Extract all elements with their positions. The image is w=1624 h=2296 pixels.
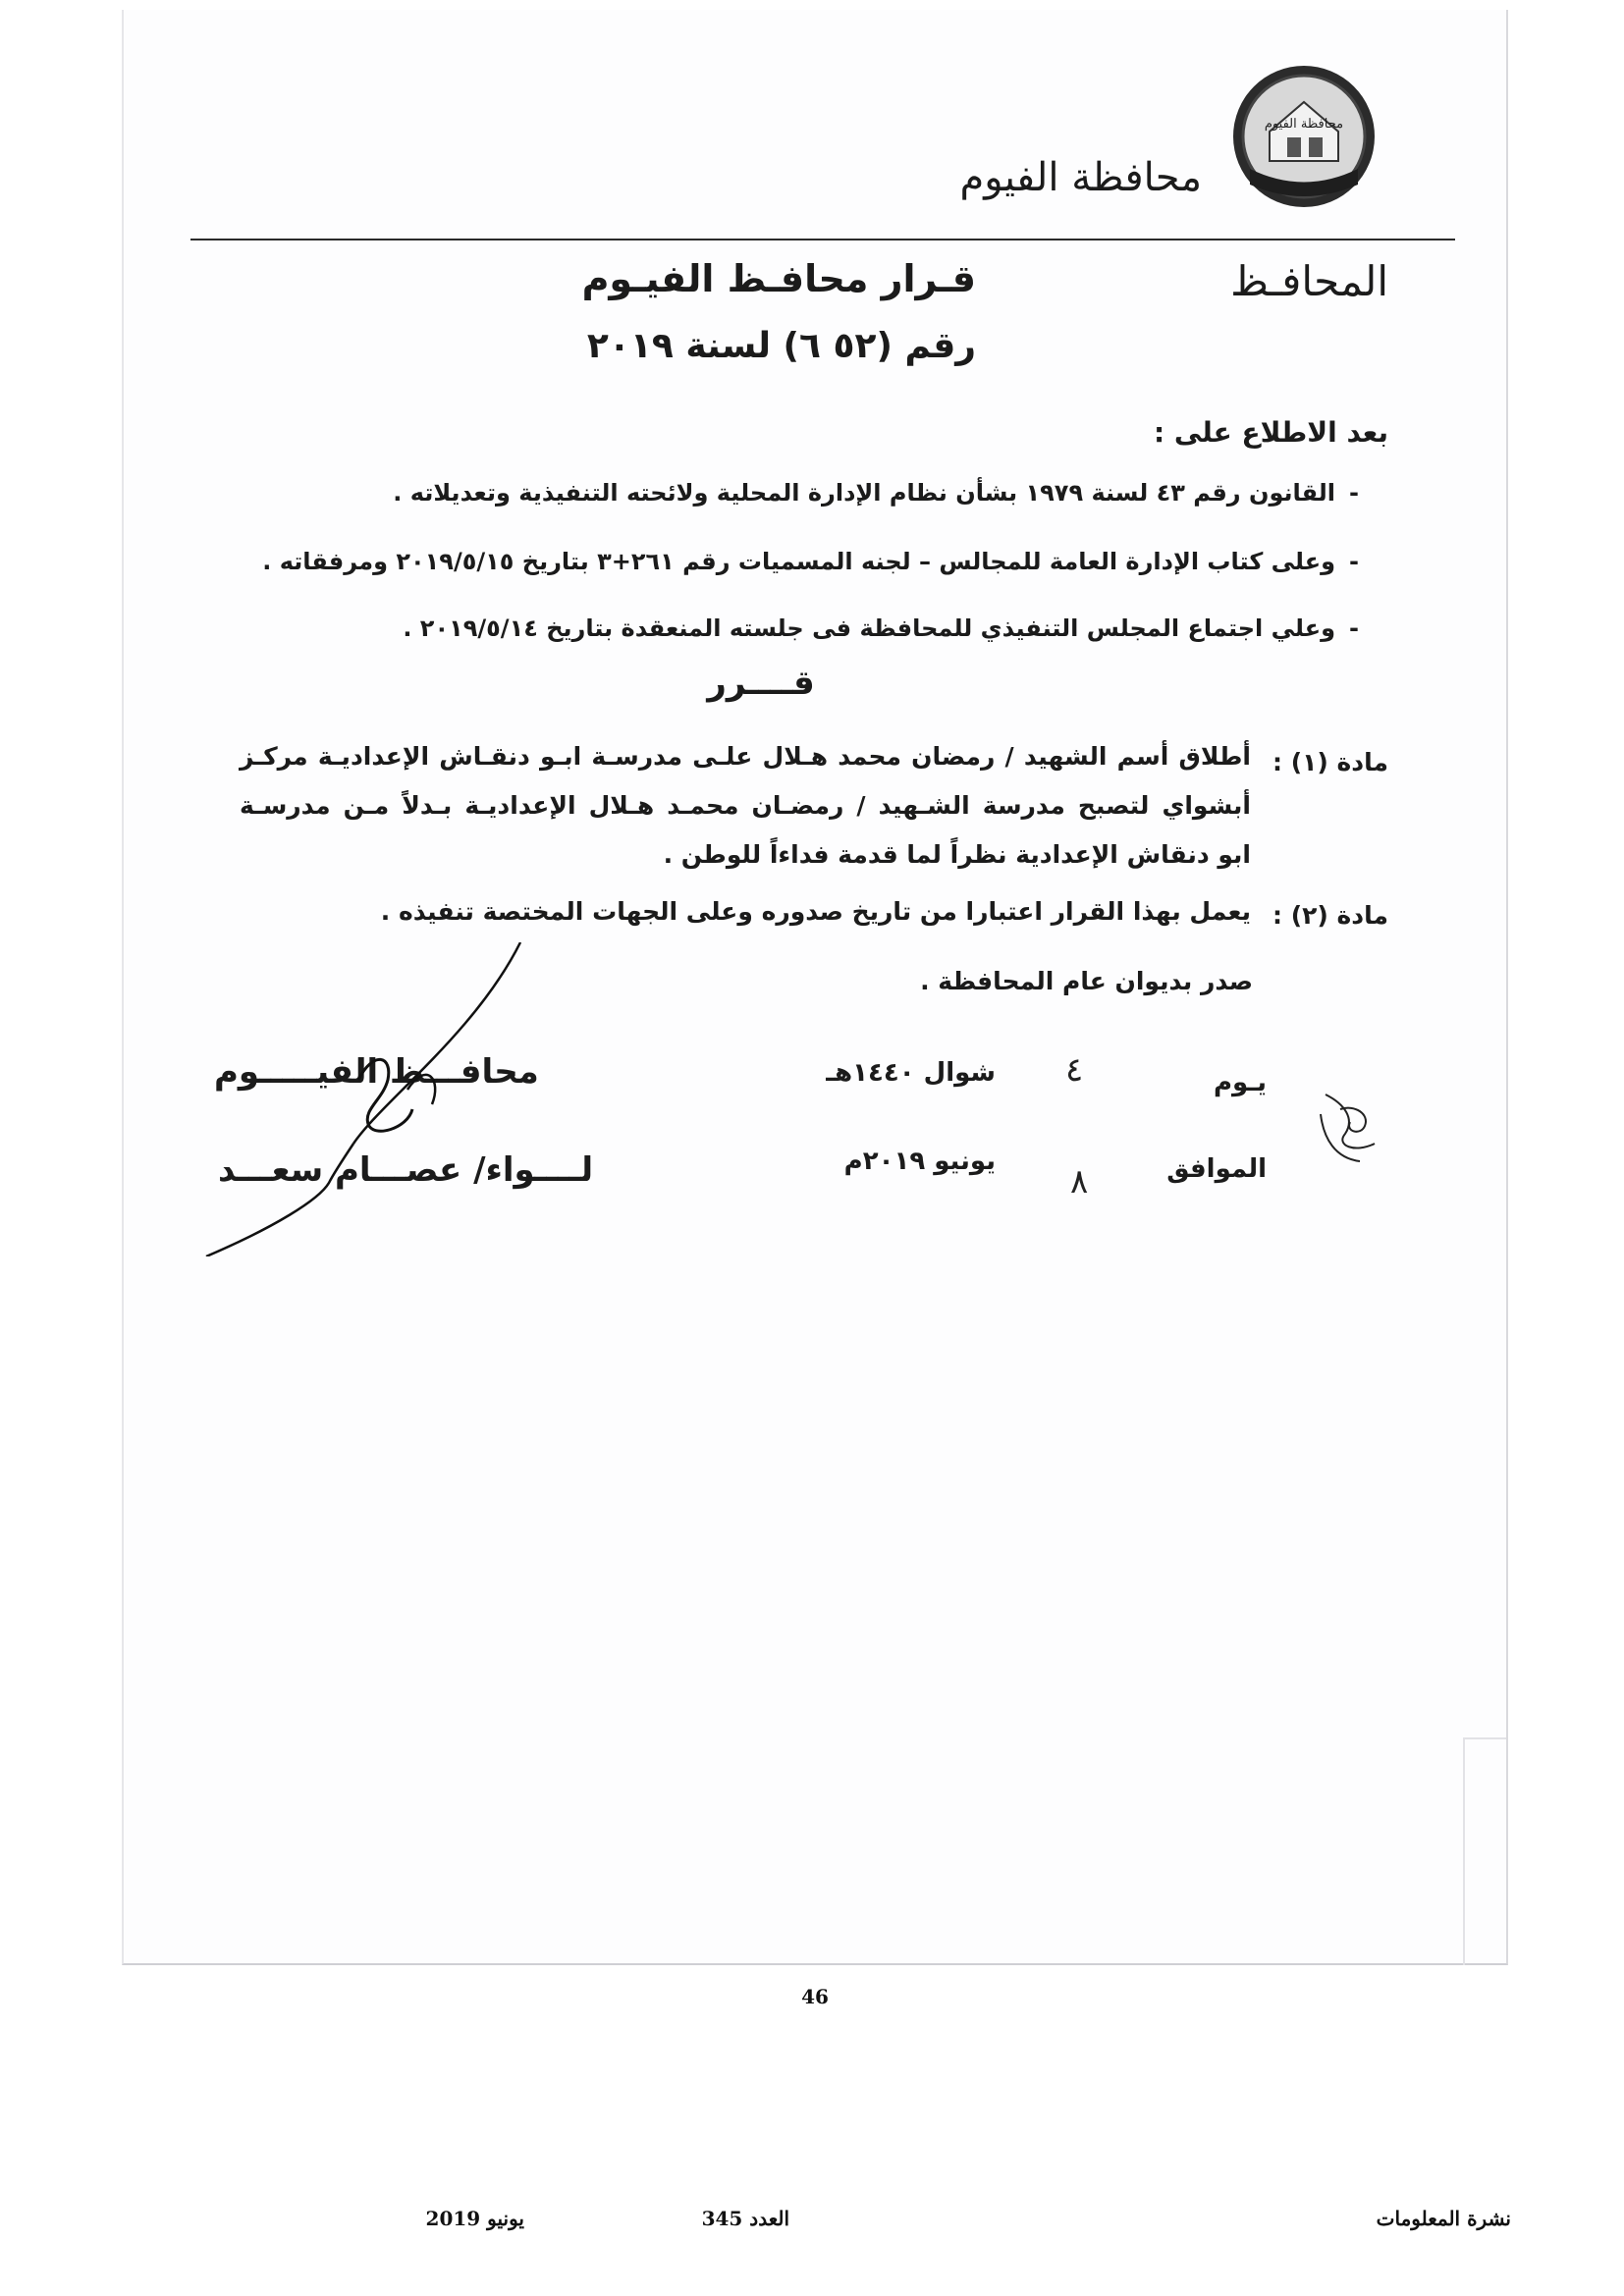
article-2-label: مادة (٢) : — [1272, 901, 1388, 930]
article-2-line: يعمل بهذا القرار اعتبارا من تاريخ صدوره وعلى الجهات المختصة تنفيذه . — [380, 897, 1251, 926]
greg-day-number: ٨ — [1070, 1162, 1089, 1201]
day-number: ٤ — [1065, 1050, 1084, 1090]
list-dash: - — [1349, 614, 1359, 642]
signatory-title: محافـــظ الفيـــــوم — [214, 1052, 539, 1092]
governorate-name: محافظة الفيوم — [959, 155, 1202, 200]
issuer-role: المحافـظ — [1230, 257, 1388, 305]
handwritten-signature — [196, 942, 550, 1256]
decree-title: قـرار محافـظ الفيـوم — [581, 257, 976, 300]
initials-mark — [1316, 1085, 1394, 1163]
seal-text: محافظة الفيوم — [1264, 117, 1344, 132]
footer-publication: نشرة المعلومات — [1376, 2207, 1511, 2230]
article-1-line: أطلاق أسم الشهيد / رمضان محمد هـلال علـى مدرسـة ابـو دنقـاش الإعداديـة مركـز — [240, 742, 1251, 771]
list-dash: - — [1349, 479, 1359, 507]
article-1-line: أبشواي لتصبح مدرسة الشـهيد / رمضـان محمـد هـلال الإعداديـة بـدلاً مـن مدرسـة — [240, 791, 1251, 820]
footer-date: يونيو 2019 — [425, 2207, 524, 2230]
issued-at: صدر بديوان عام المحافظة . — [920, 967, 1253, 995]
preamble-item: -القانون رقم ٤٣ لسنة ١٩٧٩ بشأن نظام الإدارة المحلية ولائحته التنفيذية وتعديلاته . — [393, 479, 1359, 507]
preamble-item: -وعلي اجتماع المجلس التنفيذي للمحافظة فى جلسته المنعقدة بتاريخ ٢٠١٩/٥/١٤ . — [403, 614, 1359, 642]
signatory-name: لــــواء/ عصـــام سعـــد — [218, 1150, 594, 1190]
preamble-intro: بعد الاطلاع على : — [1153, 416, 1388, 449]
header-divider — [190, 239, 1455, 240]
corresponding-label: الموافق — [1166, 1154, 1267, 1184]
page-number: 46 — [801, 1985, 829, 2008]
decides-heading: قــــرر — [707, 664, 815, 703]
scan-edge — [1463, 1737, 1506, 1965]
governorate-seal — [1230, 63, 1378, 210]
gregorian-date: يونيو ٢٠١٩م — [843, 1147, 996, 1176]
article-1-line: ابو دنقاش الإعدادية نظراً لما قدمة فداءاً للوطن . — [663, 840, 1251, 869]
day-label: يـوم — [1213, 1068, 1267, 1097]
footer-issue: العدد 345 — [701, 2207, 789, 2230]
decree-number: رقم (٥٢ ٦) لسنة ٢٠١٩ — [586, 326, 976, 366]
preamble-item: -وعلى كتاب الإدارة العامة للمجالس – لجنه المسميات رقم ٢٦١+٣ بتاريخ ٢٠١٩/٥/١٥ ومرفقاته . — [262, 548, 1359, 575]
list-dash: - — [1349, 548, 1359, 575]
hijri-date: شوال ١٤٤٠هـ — [826, 1058, 996, 1088]
article-1-label: مادة (١) : — [1272, 748, 1388, 776]
